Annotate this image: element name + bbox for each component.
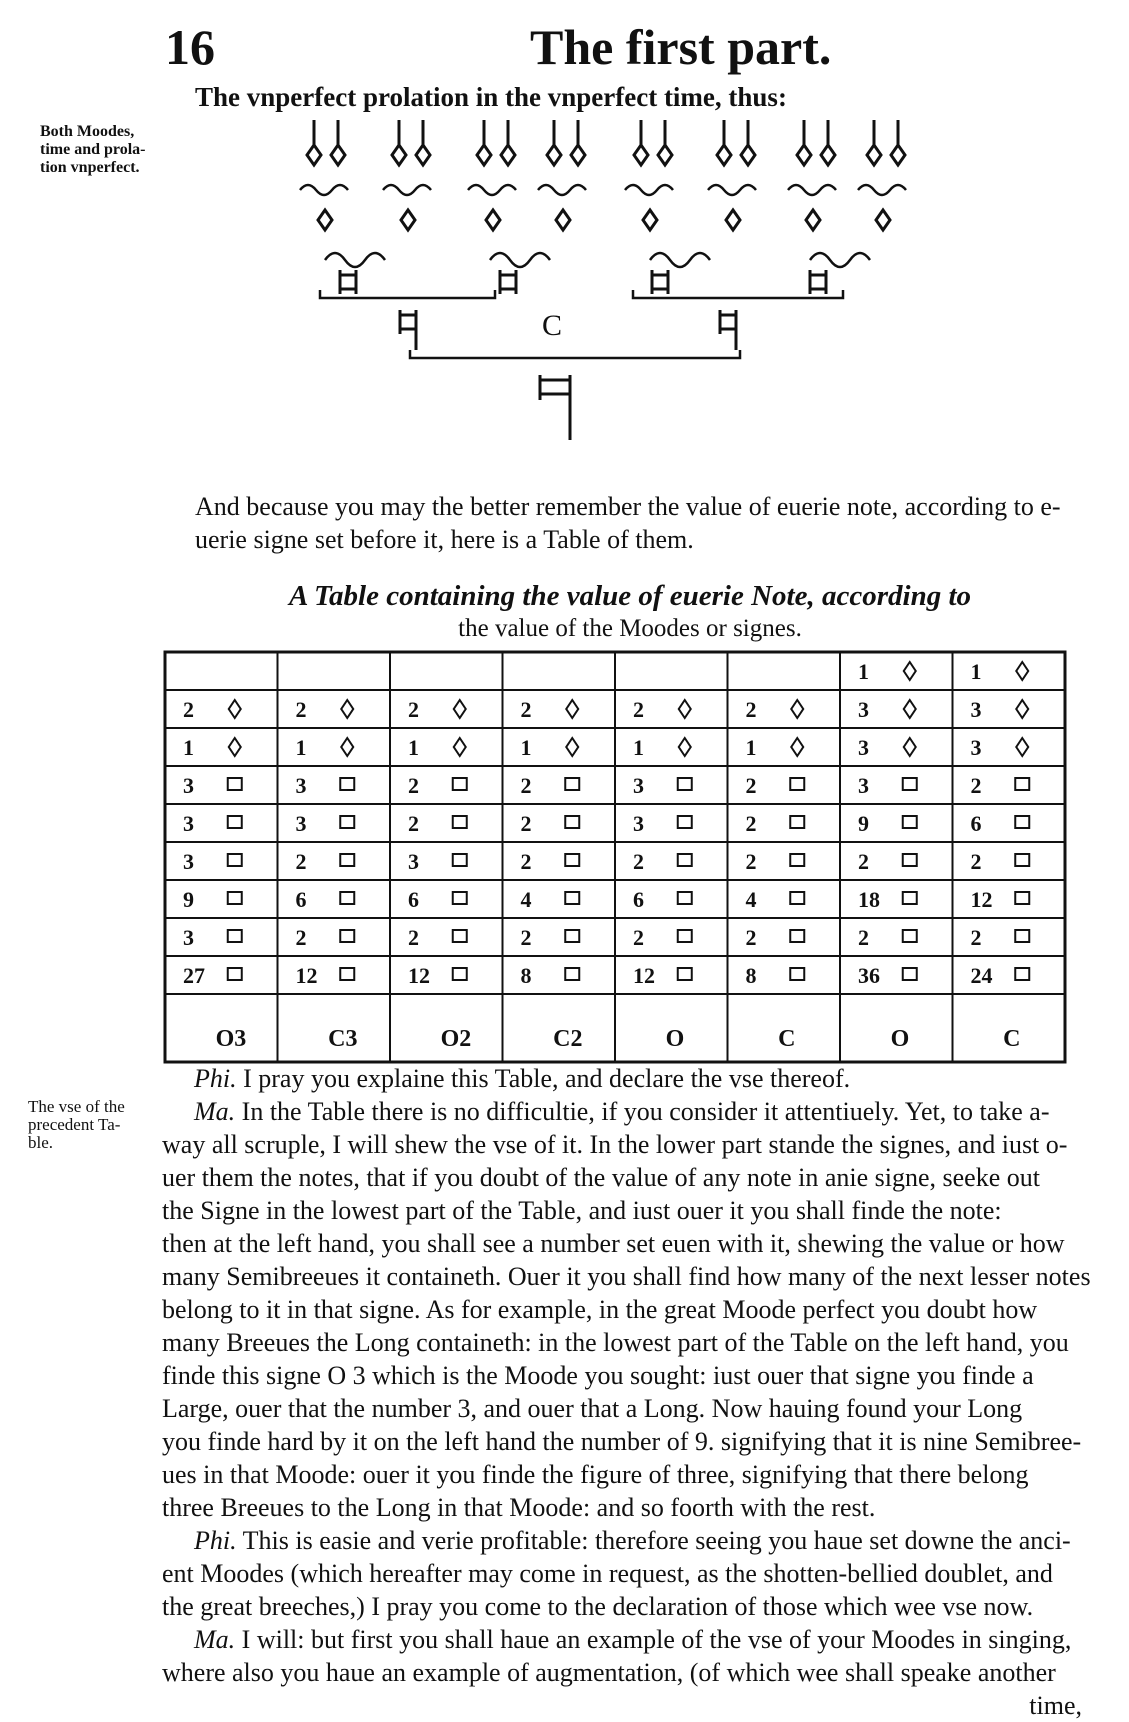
dialogue-paragraph-phi — [162, 1524, 1092, 1623]
note-glyph — [454, 700, 466, 718]
table-cell-number: 1 — [970, 659, 982, 684]
table-cell-number: 2 — [633, 849, 644, 874]
note-glyph — [1015, 968, 1029, 980]
table-cell-number: 3 — [295, 811, 307, 836]
note-glyph — [1015, 854, 1029, 866]
note-glyph — [790, 816, 804, 828]
note-glyph — [453, 968, 467, 980]
table-cell-number: 12 — [970, 887, 993, 912]
note-glyph — [454, 738, 466, 756]
table-cell-number: 2 — [745, 697, 757, 722]
note-glyph — [903, 968, 917, 980]
note-value-diagram — [280, 110, 980, 490]
text-line: you finde hard by it on the left hand the number of 9. signifying that it is nine Semibree- — [162, 1427, 1082, 1456]
running-head: The first part. — [530, 19, 832, 75]
dialogue-line-phi — [162, 1062, 1092, 1095]
minim-row — [307, 120, 905, 165]
table-cell-number: 6 — [633, 887, 644, 912]
section-heading: The vnperfect prolation in the vnperfect time, thus: — [195, 82, 787, 112]
table-cell-number: 2 — [295, 925, 307, 950]
note-glyph — [1016, 700, 1028, 718]
note-glyph — [228, 968, 242, 980]
intro-paragraph — [195, 490, 1090, 556]
table-cell-number: 6 — [970, 811, 982, 836]
note-glyph — [790, 968, 804, 980]
note-glyph — [453, 892, 467, 904]
text-line: This is easie and verie profitable: therefore seeing you haue set downe the anci- — [242, 1526, 1071, 1555]
page-number: 16 — [165, 19, 215, 75]
margin-note-line: ble. — [28, 1133, 54, 1152]
note-glyph — [1016, 738, 1028, 756]
table-cell-number: 2 — [970, 925, 982, 950]
note-glyph — [228, 854, 242, 866]
note-glyph — [565, 816, 579, 828]
text-line: where also you haue an example of augmentation, (of which wee shall speake another — [162, 1658, 1056, 1687]
table-sign: O — [890, 1026, 910, 1052]
table-cell-number: 2 — [295, 697, 307, 722]
note-glyph — [566, 700, 578, 718]
note-glyph — [903, 816, 917, 828]
note-glyph — [229, 700, 241, 718]
note-value-table — [160, 648, 1080, 1068]
text-line: belong to it in that signe. As for example, in the great Moode perfect you doubt how — [162, 1295, 1038, 1324]
table-sign: C — [778, 1026, 796, 1052]
long-row — [400, 310, 736, 350]
table-cell-number: 4 — [520, 887, 532, 912]
note-glyph — [678, 930, 692, 942]
table-cell-number: 3 — [183, 849, 194, 874]
text-line: uer them the notes, that if you doubt of the value of any note in anie signe, seeke out — [162, 1163, 1040, 1192]
table-cell-number: 2 — [408, 773, 419, 798]
margin-note-line: time and prola- — [40, 141, 146, 158]
table-cell-number: 2 — [745, 849, 757, 874]
note-glyph — [340, 854, 354, 866]
table-cell-number: 1 — [858, 659, 869, 684]
note-glyph — [790, 892, 804, 904]
table-cell-number: 2 — [858, 925, 869, 950]
note-glyph — [453, 930, 467, 942]
note-glyph — [790, 778, 804, 790]
note-glyph — [678, 778, 692, 790]
table-title: A Table containing the value of euerie Note, according to — [288, 580, 972, 612]
note-glyph — [1015, 930, 1029, 942]
medium-braces — [325, 253, 870, 267]
note-glyph — [228, 816, 242, 828]
table-cell-number: 3 — [970, 697, 982, 722]
text-line: uerie signe set before it, here is a Table of them. — [195, 525, 694, 554]
note-glyph — [904, 700, 916, 718]
table-sign: C2 — [553, 1026, 583, 1052]
table-cell-number: 6 — [408, 887, 419, 912]
speaker-label: Phi. — [194, 1064, 237, 1093]
table-cell-number: 3 — [858, 773, 869, 798]
table-cell-number: 3 — [858, 735, 869, 760]
text-line: three Breeues to the Long in that Moode: and so foorth with the rest. — [162, 1493, 876, 1522]
table-cell-number: 3 — [970, 735, 982, 760]
table-sign: C — [1003, 1026, 1021, 1052]
note-glyph — [903, 892, 917, 904]
catchword: time, — [1029, 1691, 1082, 1720]
note-glyph — [565, 930, 579, 942]
table-cell-number: 2 — [970, 773, 982, 798]
bracket-lines — [320, 290, 843, 298]
table-cell-number: 2 — [520, 773, 532, 798]
table-cell-number: 18 — [858, 887, 880, 912]
text-line: ues in that Moode: ouer it you finde the figure of three, signifying that there belong — [162, 1460, 1029, 1489]
long-bracket — [410, 350, 740, 358]
note-glyph — [903, 778, 917, 790]
text-line: finde this signe O 3 which is the Moode you sought: iust ouer that signe you finde a — [162, 1361, 1034, 1390]
note-glyph — [679, 700, 691, 718]
note-glyph — [678, 854, 692, 866]
note-glyph — [679, 738, 691, 756]
semibreve-row — [318, 210, 890, 230]
table-cell-number: 3 — [858, 697, 869, 722]
note-glyph — [791, 738, 803, 756]
table-cell-number: 2 — [520, 697, 532, 722]
note-glyph — [1015, 892, 1029, 904]
note-glyph — [228, 892, 242, 904]
table-cell-number: 2 — [858, 849, 869, 874]
note-glyph — [340, 892, 354, 904]
note-glyph — [903, 854, 917, 866]
note-glyph — [340, 930, 354, 942]
note-glyph — [341, 700, 353, 718]
note-glyph — [566, 738, 578, 756]
note-glyph — [678, 892, 692, 904]
note-glyph — [340, 968, 354, 980]
table-cell-number: 2 — [408, 811, 419, 836]
table-sign: O — [665, 1026, 685, 1052]
speaker-label: Phi. — [194, 1526, 237, 1555]
table-cell-number: 3 — [183, 925, 194, 950]
table-cell-number: 1 — [295, 735, 307, 760]
text-line: way all scruple, I will shew the vse of it. In the lower part stande the signes, and iust o- — [162, 1130, 1068, 1159]
table-cell-number: 2 — [408, 925, 419, 950]
note-glyph — [453, 816, 467, 828]
note-glyph — [453, 854, 467, 866]
speaker-label: Ma. — [194, 1097, 236, 1126]
note-glyph — [565, 892, 579, 904]
note-glyph — [340, 816, 354, 828]
table-cell-number: 1 — [520, 735, 532, 760]
table-cell-number: 2 — [745, 811, 757, 836]
note-glyph — [791, 700, 803, 718]
text-line: And because you may the better remember the value of euerie note, according to e- — [195, 492, 1061, 521]
table-cell-number: 2 — [520, 849, 532, 874]
breve-row — [340, 270, 826, 294]
mensuration-sign-c: C — [542, 309, 563, 342]
note-glyph — [341, 738, 353, 756]
dialogue-paragraph-ma-2 — [162, 1623, 1092, 1689]
table-sign: O3 — [215, 1026, 247, 1052]
note-glyph — [1015, 778, 1029, 790]
text-line: then at the left hand, you shall see a number set euen with it, shewing the value or how — [162, 1229, 1065, 1258]
small-braces — [300, 185, 906, 195]
table-cell-number: 8 — [520, 963, 532, 988]
note-glyph — [228, 930, 242, 942]
table-cell-number: 1 — [183, 735, 194, 760]
note-glyph — [565, 778, 579, 790]
note-glyph — [340, 778, 354, 790]
text-line: many Breeues the Long containeth: in the lowest part of the Table on the left hand, you — [162, 1328, 1069, 1357]
table-cell-number: 12 — [633, 963, 655, 988]
table-cell-number: 3 — [183, 773, 194, 798]
margin-note-moodes — [40, 123, 145, 177]
table-cell-number: 1 — [745, 735, 757, 760]
note-glyph — [228, 778, 242, 790]
note-glyph — [904, 662, 916, 680]
table-cell-number: 12 — [408, 963, 430, 988]
table-cell-number: 3 — [633, 773, 644, 798]
note-glyph — [453, 778, 467, 790]
text-line: I will: but first you shall haue an example of the vse of your Moodes in singing, — [241, 1625, 1072, 1654]
table-cell-number: 1 — [408, 735, 419, 760]
table-cell-number: 24 — [970, 963, 993, 988]
table-cell-number: 2 — [295, 849, 307, 874]
note-glyph — [903, 930, 917, 942]
table-cell-number: 3 — [183, 811, 194, 836]
table-cell-number: 36 — [858, 963, 880, 988]
table-cell-number: 2 — [633, 925, 644, 950]
table-cell-number: 9 — [858, 811, 869, 836]
text-line: the great breeches,) I pray you come to the declaration of those which wee vse now. — [162, 1592, 1034, 1621]
dialogue — [162, 1062, 1092, 1722]
table-cell-number: 2 — [183, 697, 194, 722]
table-cell-number: 8 — [745, 963, 757, 988]
note-glyph — [678, 968, 692, 980]
margin-note-line: The vse of the — [28, 1097, 125, 1116]
note-glyph — [790, 854, 804, 866]
table-cell-number: 1 — [633, 735, 644, 760]
table-cell-number: 6 — [295, 887, 307, 912]
table-sign: O2 — [440, 1026, 472, 1052]
text-line: In the Table there is no difficultie, if you consider it attentiuely. Yet, to take a- — [241, 1097, 1050, 1126]
speaker-label: Ma. — [194, 1625, 236, 1654]
table-cell-number: 2 — [633, 697, 644, 722]
table-cell-number: 4 — [745, 887, 757, 912]
margin-note-line: tion vnperfect. — [40, 159, 140, 176]
table-cell-number: 2 — [520, 811, 532, 836]
note-glyph — [565, 968, 579, 980]
note-glyph — [1015, 816, 1029, 828]
table-cell-number: 2 — [520, 925, 532, 950]
table-cell-number: 2 — [408, 697, 419, 722]
text-line: Large, ouer that the number 3, and ouer that a Long. Now hauing found your Long — [162, 1394, 1023, 1423]
table-cell-number: 2 — [745, 773, 757, 798]
dialogue-paragraph-ma — [162, 1095, 1092, 1524]
note-glyph — [229, 738, 241, 756]
margin-note-line: Both Moodes, — [40, 123, 135, 140]
table-cell-number: 12 — [295, 963, 318, 988]
table-cell-number: 2 — [970, 849, 982, 874]
table-cell-number: 3 — [408, 849, 419, 874]
speech-text: I pray you explaine this Table, and declare the vse thereof. — [243, 1064, 851, 1093]
table-cell-number: 3 — [295, 773, 307, 798]
table-cell-number: 3 — [633, 811, 644, 836]
text-line: many Semibreeues it containeth. Ouer it you shall find how many of the next lesser notes — [162, 1262, 1091, 1291]
note-glyph — [678, 816, 692, 828]
margin-note-vse — [28, 1098, 125, 1152]
table-sign: C3 — [328, 1026, 358, 1052]
note-glyph — [904, 738, 916, 756]
margin-note-line: precedent Ta- — [28, 1115, 121, 1134]
text-line: the Signe in the lowest part of the Table, and iust ouer it you shall finde the note: — [162, 1196, 1002, 1225]
note-glyph — [1016, 662, 1028, 680]
table-cell-number: 27 — [183, 963, 205, 988]
table-subtitle: the value of the Moodes or signes. — [458, 615, 802, 642]
table-cell-number: 9 — [183, 887, 194, 912]
note-glyph — [790, 930, 804, 942]
note-glyph — [565, 854, 579, 866]
text-line: ent Moodes (which hereafter may come in request, as the shotten-bellied doublet, and — [162, 1559, 1053, 1588]
table-cell-number: 2 — [745, 925, 757, 950]
large-note — [540, 375, 570, 440]
